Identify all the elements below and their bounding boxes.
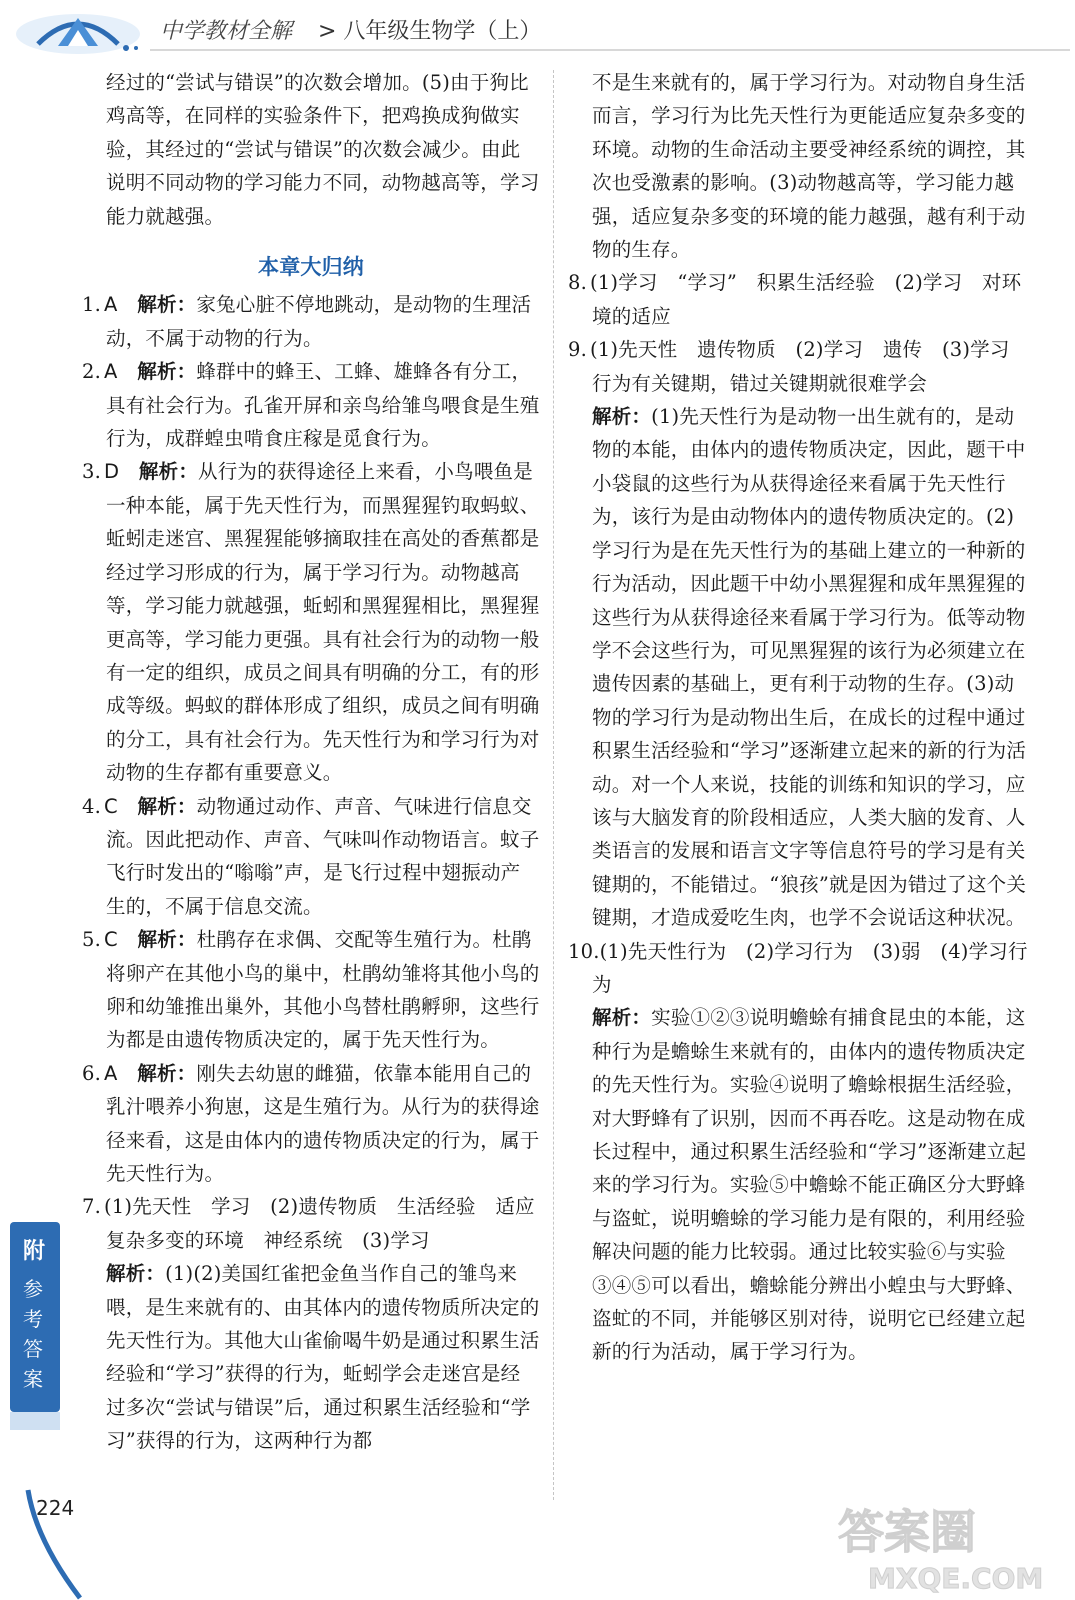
item-answer: A <box>104 360 118 384</box>
explain-label: 解析： <box>137 293 197 317</box>
column-divider <box>553 70 554 1500</box>
page-corner-curve-icon <box>0 1470 120 1600</box>
explain-label: 解析： <box>137 794 197 818</box>
header-rule <box>150 49 1070 51</box>
explain-text: 实验①②③说明蟾蜍有捕食昆虫的本能，这种行为是蟾蜍生来就有的，由体内的遗传物质决定的先天性行为。实验④说明了蟾蜍根据生活经验，对大野蜂有了识别，因而不再吞吃。这是动物在成长过程中，通过积累生活经验和“学习”逐渐建立起来的学习行为。实验⑤中蟾蜍不能正确区分大野蜂与盗虻，说明蟾蜍的学习能力是有限的，利用经验解决问题的能力比较弱。通过比较实验⑥与实验③④⑤可以看出，蟾蜍能分辨出小蝗虫与大野蜂、盗虻的不同，并能够区别对待，说明它已经建立起新的行为活动，属于学习行为。 <box>592 1006 1027 1364</box>
item-answer: (1)先天性 学习 (2)遗传物质 生活经验 适应复杂多变的环境 神经系统 (3)学习 <box>104 1195 535 1252</box>
section-title: 本章大归纳 <box>258 255 364 280</box>
item-number: 1. <box>82 293 102 317</box>
explain-label: 解析： <box>106 1262 166 1286</box>
explain-text: 从行为的获得途径上来看，小鸟喂鱼是一种本能，属于先天性行为，而黑猩猩钓取蚂蚁、蚯蚓走迷宫、黑猩猩能够摘取挂在高处的香蕉都是经过学习形成的行为，属于学习行为。动物越高等，学习能力就越强，蚯蚓和黑猩猩相比，黑猩猩更高等，学习能力更强。具有社会行为的动物一般有一定的组织，成员之间具有明确的分工，有的形成等级。蚂蚁的群体形成了组织，成员之间有明确的分工，具有社会行为。先天性行为和学习行为对动物的生存都有重要意义。 <box>106 460 540 785</box>
answer-item-6 <box>82 1057 540 1191</box>
item-number: 4. <box>82 794 102 818</box>
page-header <box>0 0 1075 60</box>
book-subtitle: > 八年级生物学（上） <box>318 19 542 44</box>
explain-label: 解析： <box>592 405 652 429</box>
explain-text: 动物通过动作、声音、气味进行信息交流。因此把动作、声音、气味叫作动物语言。蚊子飞行时发出的“嗡嗡”声，是飞行过程中翅振动产生的，不属于信息交流。 <box>106 794 540 918</box>
book-logo-icon <box>8 4 148 58</box>
item-answer: D <box>104 460 120 484</box>
item-answer: A <box>104 293 118 317</box>
item-answer: (1)先天性行为 (2)学习行为 (3)弱 (4)学习行为 <box>592 939 1028 996</box>
explain-label: 解析： <box>137 928 197 952</box>
side-tab-strip <box>10 1412 60 1430</box>
answer-item-10 <box>568 935 1028 1002</box>
item-number: 6. <box>82 1061 102 1085</box>
item-number: 5. <box>82 928 102 952</box>
explain-text: 杜鹃存在求偶、交配等生殖行为。杜鹃将卵产在其他小鸟的巢中，杜鹃幼雏将其他小鸟的卵和幼雏推出巢外，其他小鸟替杜鹃孵卵，这些行为都是由遗传物质决定的，属于先天性行为。 <box>106 928 540 1052</box>
answer-item-4 <box>82 790 540 924</box>
appendix-side-tab <box>10 1222 60 1412</box>
item-number: 3. <box>82 460 102 484</box>
item-number: 2. <box>82 360 102 384</box>
continued-paragraph: 经过的“尝试与错误”的次数会增加。(5)由于狗比鸡高等，在同样的实验条件下，把鸡换成狗做实验，其经过的“尝试与错误”的次数会减少。由此说明不同动物的学习能力不同，动物越高等，学习能力就越强。 <box>106 71 540 228</box>
explain-label: 解析： <box>592 1006 652 1030</box>
answer-item-10-explanation <box>568 1001 1028 1368</box>
right-column <box>568 66 1028 1369</box>
item-number: 7. <box>82 1195 102 1219</box>
side-tab-char: 附 <box>23 1239 46 1264</box>
continued-paragraph: 不是生来就有的，属于学习行为。对动物自身生活而言，学习行为比先天性行为更能适应复杂多变的环境。动物的生命活动主要受神经系统的调控，其次也受激素的影响。(3)动物越高等，学习能力越强，适应复杂多变的环境的能力越强，越有利于动物的生存。 <box>592 71 1026 262</box>
explain-text: 家兔心脏不停地跳动，是动物的生理活动，不属于动物的行为。 <box>106 293 532 350</box>
item-number: 8. <box>568 271 588 295</box>
answer-item-9-explanation <box>568 400 1028 935</box>
page-number: 224 <box>36 1496 75 1520</box>
item-number: 9. <box>568 338 588 362</box>
explain-text: 刚失去幼崽的雌猫，依靠本能用自己的乳汁喂养小狗崽，这是生殖行为。从行为的获得途径来看，这是由体内的遗传物质决定的行为，属于先天性行为。 <box>106 1061 540 1185</box>
item-answer: A <box>104 1061 118 1085</box>
answer-item-1 <box>82 288 540 355</box>
answer-item-3 <box>82 455 540 789</box>
answer-item-8 <box>568 266 1028 333</box>
svg-text:答案圈: 答案圈 <box>838 1505 976 1559</box>
item-answer: (1)先天性 遗传物质 (2)学习 遗传 (3)学习行为有关键期，错过关键期就很难学会 <box>590 338 1010 395</box>
item-answer: C <box>104 794 118 818</box>
side-tab-label: 参考答案 <box>23 1277 43 1391</box>
answer-item-7 <box>82 1190 540 1257</box>
answer-item-2 <box>82 355 540 455</box>
explain-text: (1)(2)美国红雀把金鱼当作自己的雏鸟来喂，是生来就有的、由其体内的遗传物质所决定的先天性行为。其他大山雀偷喝牛奶是通过积累生活经验和“学习”获得的行为，蚯蚓学会走迷宫是经过多次“尝试与错误”后，通过积累生活经验和“学习”获得的行为，这两种行为都 <box>106 1262 540 1453</box>
explain-label: 解析： <box>137 360 197 384</box>
answer-item-9 <box>568 333 1028 400</box>
answer-item-7-explanation <box>82 1257 540 1457</box>
explain-text: (1)先天性行为是动物一出生就有的，是动物的本能，由体内的遗传物质决定，因此，题干中小袋鼠的这些行为从获得途径来看属于先天性行为，该行为是由动物体内的遗传物质决定的。(2)学习行为是在先天性行为的基础上建立的一种新的行为活动，因此题干中幼小黑猩猩和成年黑猩猩的这些行为从获得途径来看属于学习行为。低等动物学不会这些行为，可见黑猩猩的该行为必须建立在遗传因素的基础上，更有利于动物的生存。(3)动物的学习行为是动物出生后，在成长的过程中通过积累生活经验和“学习”逐渐建立起来的新的行为活动。对一个人来说，技能的训练和知识的学习，应该与大脑发育的阶段相适应，人类大脑的发育、人类语言的发展和语言文字等信息符号的学习是有关键期的，不能错过。“狼孩”就是因为错过了这个关键期，才造成爱吃生肉，也学不会说话这种状况。 <box>592 405 1027 930</box>
watermark-logo <box>828 1500 1058 1596</box>
svg-text:MXQE.COM: MXQE.COM <box>868 1562 1044 1595</box>
book-title: 中学教材全解 <box>160 19 293 44</box>
answer-item-5 <box>82 923 540 1057</box>
left-column <box>82 66 540 1458</box>
item-number: 10. <box>568 939 600 963</box>
explain-text: 蜂群中的蜂王、工蜂、雄蜂各有分工，具有社会行为。孔雀开屏和亲鸟给雏鸟喂食是生殖行为，成群蝗虫啃食庄稼是觅食行为。 <box>106 360 540 451</box>
item-answer: (1)学习 “学习” 积累生活经验 (2)学习 对环境的适应 <box>590 271 1022 328</box>
explain-label: 解析： <box>138 460 199 484</box>
item-answer: C <box>104 928 118 952</box>
explain-label: 解析： <box>137 1061 197 1085</box>
